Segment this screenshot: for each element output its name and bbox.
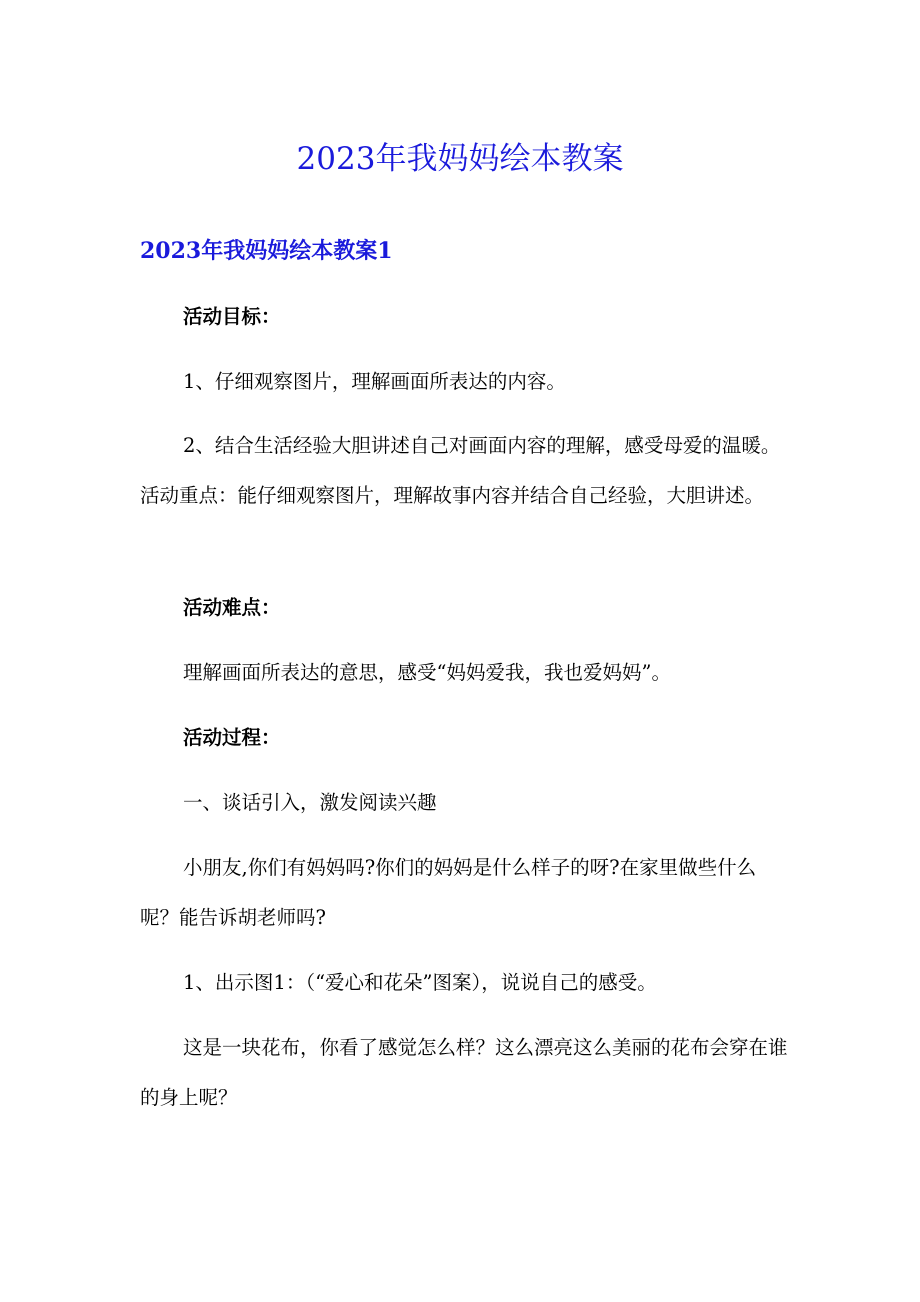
paragraph-step-1-heading: 一、谈话引入，激发阅读兴趣 bbox=[183, 791, 437, 814]
paragraph-process-label: 活动过程： bbox=[183, 726, 281, 749]
paragraph-intro-questions: 小朋友,你们有妈妈吗?你们的妈妈是什么样子的呀?在家里做些什么呢？能告诉胡老师吗? bbox=[140, 856, 757, 929]
paragraph-difficulty-label: 活动难点： bbox=[183, 596, 281, 619]
paragraph-objective-2: 2、结合生活经验大胆讲述自己对画面内容的理解，感受母爱的温暖。活动重点：能仔细观察图片，理解故事内容并结合自己经验，大胆讲述。 bbox=[140, 434, 781, 507]
paragraph-objectives-label: 活动目标： bbox=[183, 305, 281, 328]
paragraph-difficulty: 理解画面所表达的意思，感受“妈妈爱我，我也爱妈妈”。 bbox=[183, 661, 671, 684]
section-heading: 2023年我妈妈绘本教案1 bbox=[140, 238, 393, 264]
paragraph-show-picture-1: 1、出示图1：（“爱心和花朵”图案），说说自己的感受。 bbox=[183, 971, 657, 994]
document-title: 2023年我妈妈绘本教案 bbox=[296, 141, 624, 177]
paragraph-objective-1: 1、仔细观察图片，理解画面所表达的内容。 bbox=[183, 370, 566, 393]
paragraph-flower-cloth: 这是一块花布，你看了感觉怎么样？这么漂亮这么美丽的花布会穿在谁的身上呢？ bbox=[140, 1036, 788, 1109]
